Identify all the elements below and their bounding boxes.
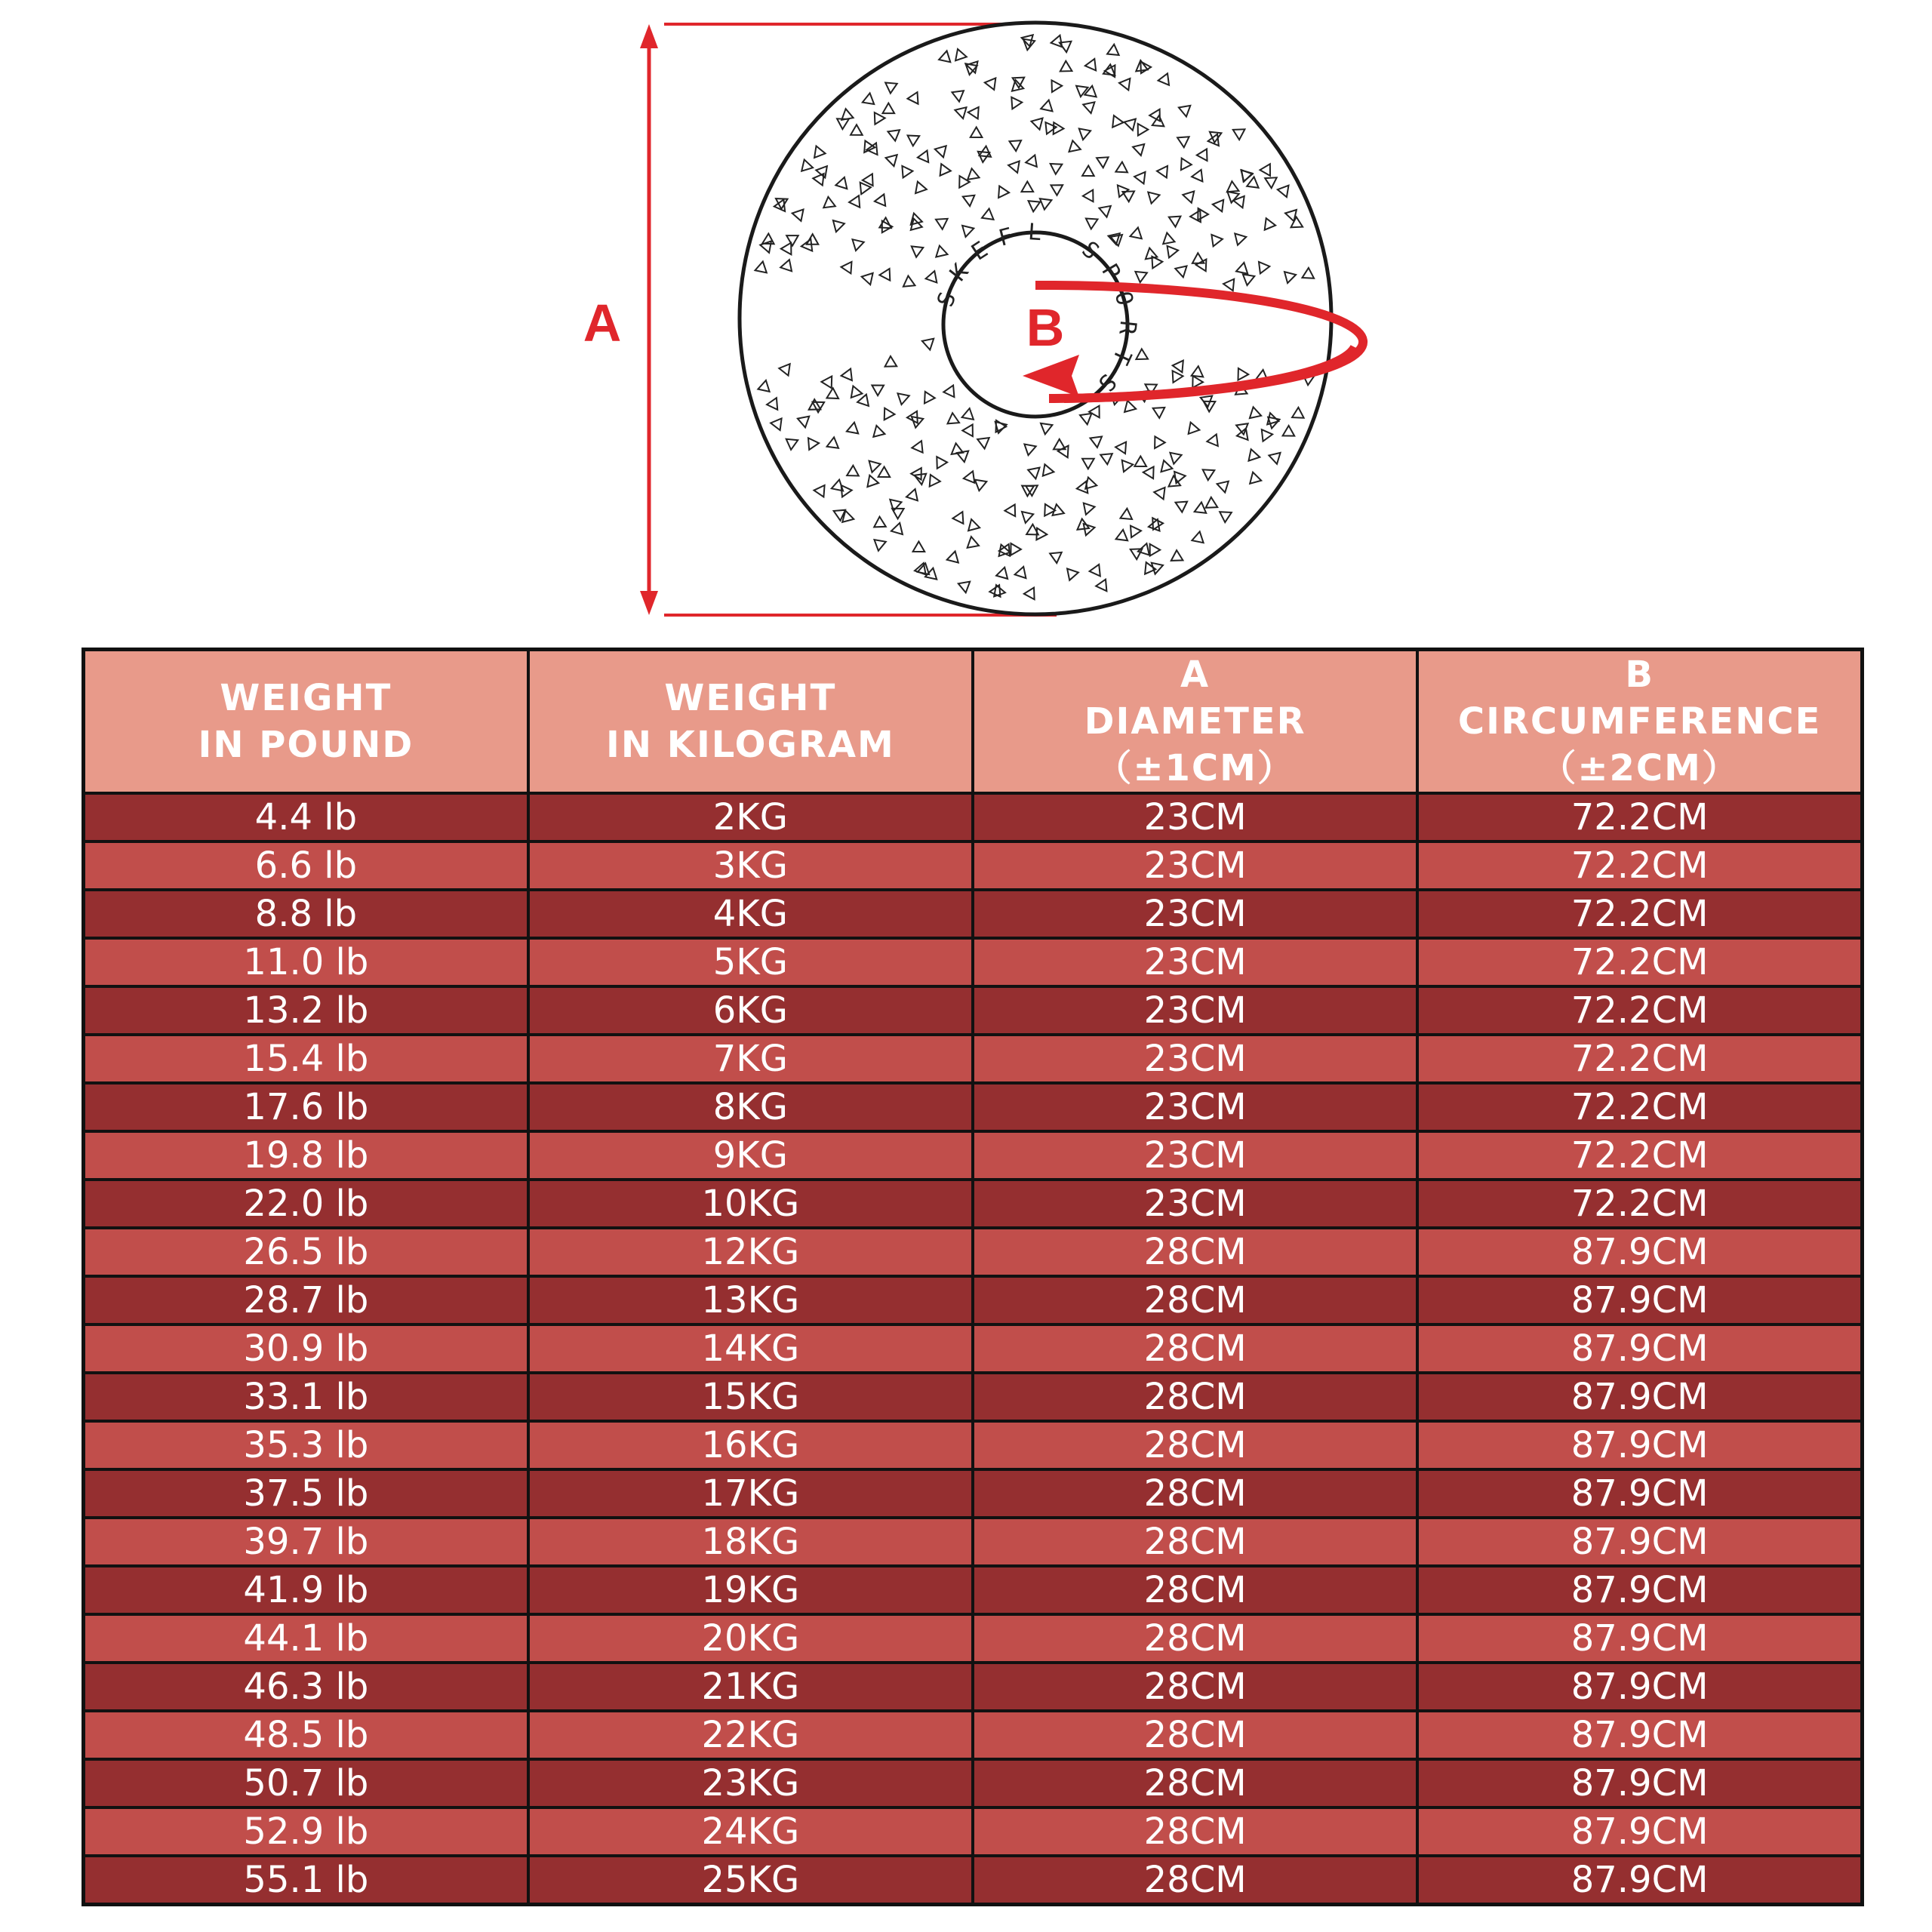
arrow-up-icon: [640, 24, 658, 48]
table-cell: 37.5 lb: [84, 1469, 528, 1518]
table-cell: 8.8 lb: [84, 890, 528, 938]
table-cell: 17KG: [528, 1469, 973, 1518]
column-header-3: [1417, 650, 1862, 794]
logo-text: SKEFL SPORTS: [932, 219, 1142, 407]
table-cell: 28CM: [973, 1663, 1417, 1711]
table-row: [84, 1373, 1863, 1421]
table-cell: 28CM: [973, 1711, 1417, 1759]
column-header-line: DIAMETER: [1084, 700, 1306, 743]
table-cell: 52.9 lb: [84, 1807, 528, 1856]
table-row: [84, 1614, 1863, 1663]
table-cell: 7KG: [528, 1035, 973, 1083]
table-row: [84, 1276, 1863, 1324]
column-header-0: [84, 650, 528, 794]
table-header-row: [84, 650, 1863, 794]
table-cell: 44.1 lb: [84, 1614, 528, 1663]
table-cell: 9KG: [528, 1131, 973, 1180]
table-cell: 23CM: [973, 1180, 1417, 1228]
table-cell: 28CM: [973, 1469, 1417, 1518]
column-header-1: [528, 650, 973, 794]
column-header-line: （±1CM）: [1095, 747, 1295, 789]
table-cell: 28CM: [973, 1421, 1417, 1469]
table-cell: 87.9CM: [1417, 1614, 1862, 1663]
table-cell: 23CM: [973, 1035, 1417, 1083]
table-cell: 72.2CM: [1417, 986, 1862, 1035]
table-cell: 13KG: [528, 1276, 973, 1324]
table-cell: 50.7 lb: [84, 1759, 528, 1807]
table-row: [84, 1324, 1863, 1373]
table-row: [84, 1421, 1863, 1469]
table-cell: 28CM: [973, 1373, 1417, 1421]
table-row: [84, 986, 1863, 1035]
column-header-line: IN KILOGRAM: [606, 724, 895, 766]
table-row: [84, 1035, 1863, 1083]
table-row: [84, 1518, 1863, 1566]
table-cell: 6KG: [528, 986, 973, 1035]
table-row: [84, 1180, 1863, 1228]
table-cell: 87.9CM: [1417, 1807, 1862, 1856]
table-cell: 25KG: [528, 1856, 973, 1905]
table-cell: 8KG: [528, 1083, 973, 1131]
table-row: [84, 1663, 1863, 1711]
table-cell: 30.9 lb: [84, 1324, 528, 1373]
table-cell: 23CM: [973, 890, 1417, 938]
table-cell: 17.6 lb: [84, 1083, 528, 1131]
table-cell: 13.2 lb: [84, 986, 528, 1035]
table-cell: 87.9CM: [1417, 1276, 1862, 1324]
table-cell: 35.3 lb: [84, 1421, 528, 1469]
table-cell: 28CM: [973, 1856, 1417, 1905]
table-cell: 87.9CM: [1417, 1663, 1862, 1711]
table-cell: 87.9CM: [1417, 1856, 1862, 1905]
table-cell: 26.5 lb: [84, 1228, 528, 1276]
table-cell: 28CM: [973, 1228, 1417, 1276]
column-header-line: B: [1625, 654, 1654, 696]
table-row: [84, 1807, 1863, 1856]
table-cell: 41.9 lb: [84, 1566, 528, 1614]
table-cell: 10KG: [528, 1180, 973, 1228]
table-cell: 28CM: [973, 1324, 1417, 1373]
table-body: [84, 793, 1863, 1905]
table-row: [84, 938, 1863, 986]
table-cell: 23CM: [973, 1083, 1417, 1131]
table-cell: 23CM: [973, 938, 1417, 986]
table-cell: 15.4 lb: [84, 1035, 528, 1083]
table-cell: 14KG: [528, 1324, 973, 1373]
table-row: [84, 1566, 1863, 1614]
table-cell: 48.5 lb: [84, 1711, 528, 1759]
column-header-line: A: [1180, 654, 1211, 696]
table-cell: 72.2CM: [1417, 1035, 1862, 1083]
ball-diagram: [0, 0, 1932, 634]
table-cell: 28CM: [973, 1276, 1417, 1324]
table-cell: 72.2CM: [1417, 1083, 1862, 1131]
table-cell: 24KG: [528, 1807, 973, 1856]
table-row: [84, 1856, 1863, 1905]
table-cell: 2KG: [528, 793, 973, 841]
table-cell: 55.1 lb: [84, 1856, 528, 1905]
table-row: [84, 1228, 1863, 1276]
table-cell: 28CM: [973, 1566, 1417, 1614]
table-cell: 11.0 lb: [84, 938, 528, 986]
table-cell: 33.1 lb: [84, 1373, 528, 1421]
table-cell: 22.0 lb: [84, 1180, 528, 1228]
table-row: [84, 1469, 1863, 1518]
table-cell: 28CM: [973, 1807, 1417, 1856]
table-cell: 72.2CM: [1417, 938, 1862, 986]
table-cell: 28CM: [973, 1759, 1417, 1807]
table-cell: 6.6 lb: [84, 841, 528, 890]
table-cell: 12KG: [528, 1228, 973, 1276]
size-chart-table: [82, 648, 1864, 1906]
table-cell: 87.9CM: [1417, 1518, 1862, 1566]
table-cell: 4.4 lb: [84, 793, 528, 841]
table-row: [84, 793, 1863, 841]
table-row: [84, 890, 1863, 938]
label-b: B: [1026, 298, 1065, 357]
table-cell: 87.9CM: [1417, 1711, 1862, 1759]
table-row: [84, 1131, 1863, 1180]
table-row: [84, 841, 1863, 890]
table-cell: 4KG: [528, 890, 973, 938]
table-row: [84, 1759, 1863, 1807]
table-cell: 46.3 lb: [84, 1663, 528, 1711]
table-cell: 87.9CM: [1417, 1566, 1862, 1614]
table-cell: 72.2CM: [1417, 1180, 1862, 1228]
table-cell: 72.2CM: [1417, 841, 1862, 890]
table-cell: 28CM: [973, 1518, 1417, 1566]
table-cell: 28CM: [973, 1614, 1417, 1663]
table-cell: 21KG: [528, 1663, 973, 1711]
table-cell: 72.2CM: [1417, 890, 1862, 938]
column-header-line: （±2CM）: [1540, 747, 1740, 789]
table-cell: 39.7 lb: [84, 1518, 528, 1566]
table-cell: 5KG: [528, 938, 973, 986]
table-cell: 18KG: [528, 1518, 973, 1566]
table-cell: 19KG: [528, 1566, 973, 1614]
table-cell: 87.9CM: [1417, 1324, 1862, 1373]
column-header-line: WEIGHT: [220, 677, 392, 719]
table-cell: 22KG: [528, 1711, 973, 1759]
table-cell: 3KG: [528, 841, 973, 890]
table-cell: 15KG: [528, 1373, 973, 1421]
table-cell: 23CM: [973, 986, 1417, 1035]
table-cell: 23CM: [973, 1131, 1417, 1180]
table-row: [84, 1711, 1863, 1759]
table-cell: 87.9CM: [1417, 1759, 1862, 1807]
table-cell: 19.8 lb: [84, 1131, 528, 1180]
table-cell: 16KG: [528, 1421, 973, 1469]
arrow-down-icon: [640, 591, 658, 615]
table-cell: 72.2CM: [1417, 1131, 1862, 1180]
table-row: [84, 1083, 1863, 1131]
table-cell: 87.9CM: [1417, 1421, 1862, 1469]
table-cell: 23CM: [973, 841, 1417, 890]
table-cell: 87.9CM: [1417, 1373, 1862, 1421]
table-cell: 72.2CM: [1417, 793, 1862, 841]
table-cell: 28.7 lb: [84, 1276, 528, 1324]
column-header-2: [973, 650, 1417, 794]
column-header-line: WEIGHT: [664, 677, 837, 719]
label-a: A: [583, 294, 622, 352]
table-cell: 87.9CM: [1417, 1228, 1862, 1276]
table-cell: 87.9CM: [1417, 1469, 1862, 1518]
table-cell: 23KG: [528, 1759, 973, 1807]
table-cell: 23CM: [973, 793, 1417, 841]
column-header-line: IN POUND: [198, 724, 414, 766]
table-cell: 20KG: [528, 1614, 973, 1663]
column-header-line: CIRCUMFERENCE: [1457, 700, 1822, 743]
